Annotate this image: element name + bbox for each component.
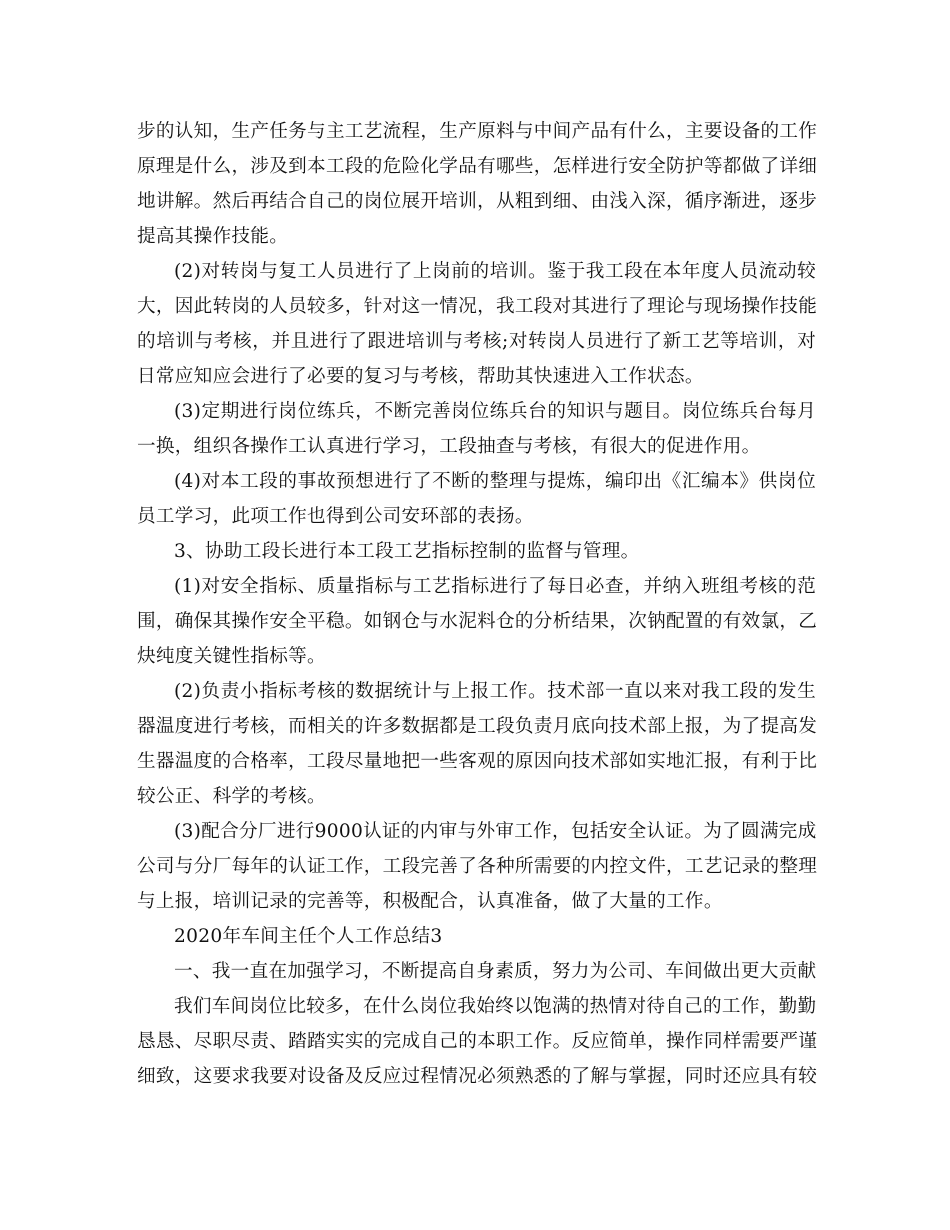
text-line: 员工学习，此项工作也得到公司安环部的表扬。 [137, 506, 534, 527]
text-line: 围，确保其操作安全平稳。如钢仓与水泥料仓的分析结果，次钠配置的有效氯，乙 [137, 611, 818, 632]
section-heading: 一、我一直在加强学习，不断提高自身素质，努力为公司、车间做出更大贡献 [174, 961, 817, 982]
text-line: 日常应知应会进行了必要的复习与考核，帮助其快速进入工作状态。 [137, 366, 704, 387]
paragraph-first-line: (2)对转岗与复工人员进行了上岗前的培训。鉴于我工段在本年度人员流动较 [174, 261, 816, 282]
paragraph-first-line: (3)配合分厂进行9000认证的内审与外审工作，包括安全认证。为了圆满完成 [174, 821, 817, 842]
paragraph-first-line: (3)定期进行岗位练兵，不断完善岗位练兵台的知识与题目。岗位练兵台每月 [174, 401, 816, 422]
paragraph-first-line: (4)对本工段的事故预想进行了不断的整理与提炼，编印出《汇编本》供岗位 [174, 471, 816, 492]
text-line: 大，因此转岗的人员较多，针对这一情况，我工段对其进行了理论与现场操作技能 [137, 296, 818, 317]
document-body [137, 114, 816, 1094]
text-line: 恳恳、尽职尽责、踏踏实实的完成自己的本职工作。反应简单，操作同样需要严谨 [137, 1031, 818, 1052]
paragraph-first-line: (2)负责小指标考核的数据统计与上报工作。技术部一直以来对我工段的发生 [174, 681, 816, 702]
text-line: 的培训与考核，并且进行了跟进培训与考核;对转岗人员进行了新工艺等培训，对 [137, 331, 816, 352]
section-heading: 3、协助工段长进行本工段工艺指标控制的监督与管理。 [174, 541, 640, 562]
text-line: 炔纯度关键性指标等。 [137, 646, 326, 667]
text-line: 细致，这要求我要对设备及反应过程情况必须熟悉的了解与掌握，同时还应具有较 [137, 1066, 818, 1087]
text-line: 公司与分厂每年的认证工作，工段完善了各种所需要的内控文件，工艺记录的整理 [137, 856, 818, 877]
text-line: 地讲解。然后再结合自己的岗位展开培训，从粗到细、由浅入深，循序渐进，逐步 [137, 191, 818, 212]
text-line: 器温度进行考核，而相关的许多数据都是工段负责月底向技术部上报，为了提高发 [137, 716, 818, 737]
text-line: 原理是什么，涉及到本工段的危险化学品有哪些，怎样进行安全防护等都做了详细 [137, 156, 818, 177]
text-line: 与上报，培训记录的完善等，积极配合，认真准备，做了大量的工作。 [137, 891, 723, 912]
text-line: 一换，组织各操作工认真进行学习，工段抽查与考核，有很大的促进作用。 [137, 436, 761, 457]
document-title: 2020年车间主任个人工作总结3 [174, 926, 443, 947]
paragraph-first-line: (1)对安全指标、质量指标与工艺指标进行了每日必查，并纳入班组考核的范 [174, 576, 816, 597]
paragraph-first-line: 我们车间岗位比较多，在什么岗位我始终以饱满的热情对待自己的工作，勤勤 [174, 996, 817, 1017]
text-line: 较公正、科学的考核。 [137, 786, 326, 807]
text-line: 提高其操作技能。 [137, 226, 289, 247]
text-line: 生器温度的合格率，工段尽量地把一些客观的原因向技术部如实地汇报，有利于比 [137, 751, 818, 772]
text-line: 步的认知，生产任务与主工艺流程，生产原料与中间产品有什么，主要设备的工作 [137, 121, 818, 142]
